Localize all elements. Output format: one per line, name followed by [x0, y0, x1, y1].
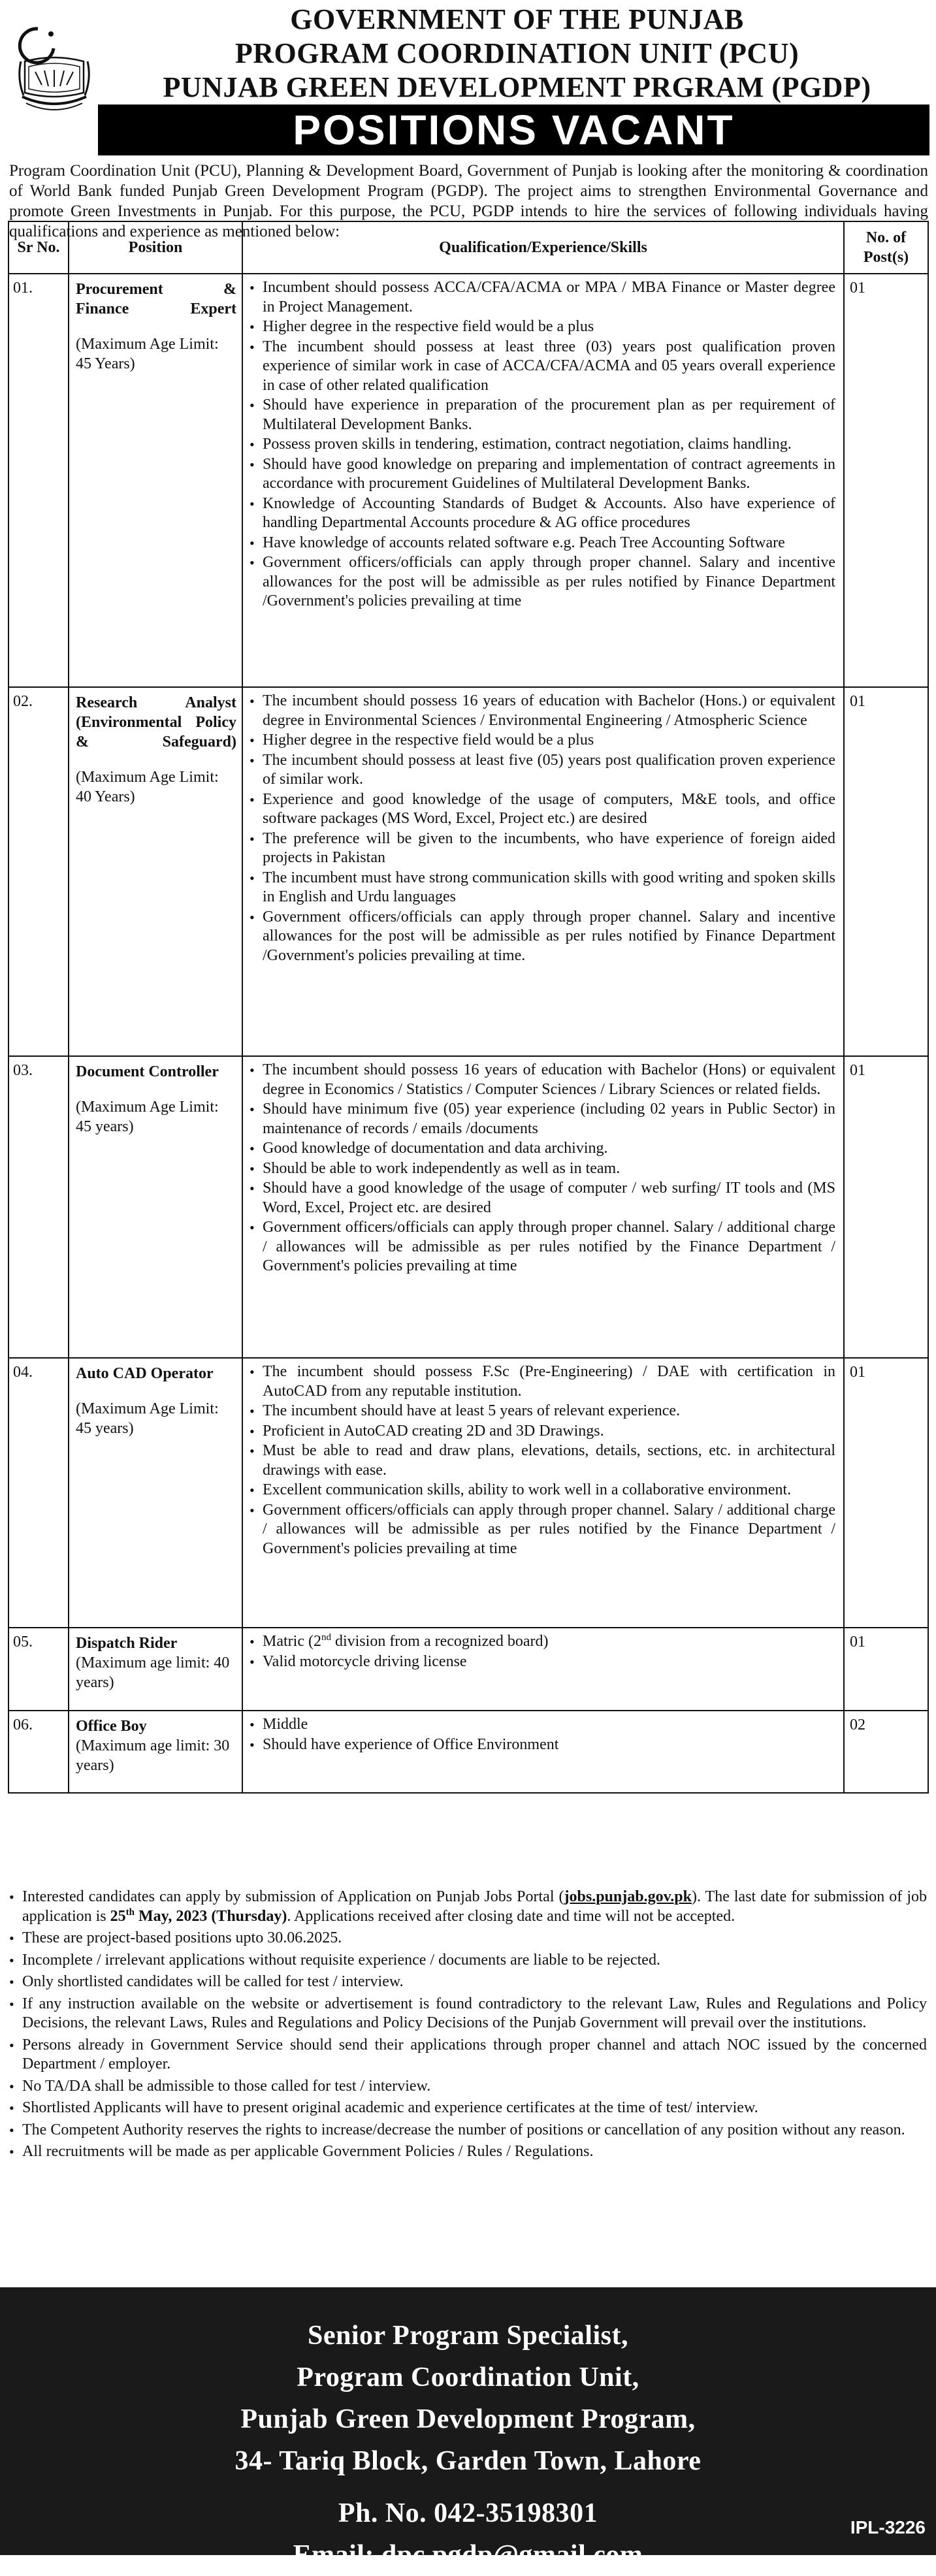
list-item: • Should have experience of Office Environment: [250, 1735, 835, 1755]
header-pcu: PROGRAM COORDINATION UNIT (PCU): [234, 37, 799, 69]
age-limit: (Maximum age limit: 30 years): [76, 1737, 230, 1774]
intro-paragraph: Program Coordination Unit (PCU), Planning & Development Board, Government of Punjab is looking after the monitoring & coordination of World Bank funded Punjab Green Development Program (PGDP). The project aims to strengthen Environmental Governance and promote Green Investments in Punjab. For this purpose, the PCU, PGDP intends to hire the services of following individuals having qualifications and experience as mentioned below:: [9, 162, 928, 240]
sr-cell: 03.: [8, 1056, 69, 1358]
list-item: • Valid motorcycle driving license: [250, 1652, 835, 1672]
ad-code: IPL-3226: [850, 2517, 926, 2537]
table-row: [8, 1711, 928, 1793]
list-item: • Incumbent should possess ACCA/CFA/ACMA or MPA / MBA Finance or Master degree in Project Management.: [250, 278, 835, 317]
position-cell: [69, 687, 242, 1056]
age-limit: (Maximum age limit: 40 years): [76, 1654, 230, 1691]
list-item: • Excellent communication skills, ability to work well in a collaborative environment.: [250, 1481, 835, 1500]
list-item: • Higher degree in the respective field would be a plus: [250, 317, 835, 337]
list-item: • Shortlisted Applicants will have to present original academic and experience certificates at the time of test/ interview.: [5, 2099, 927, 2118]
list-item: • The incumbent should have at least 5 years of relevant experience.: [250, 1402, 835, 1421]
age-limit: (Maximum Age Limit: 45 years): [76, 1099, 219, 1135]
contact-email[interactable]: Email: dpc.pgdp@gmail.com: [293, 2540, 643, 2570]
contact-designation: Senior Program Specialist,: [308, 2321, 628, 2351]
list-item: • Experience and good knowledge of the usage of computers, M&E tools, and office software packages (MS Word, Excel, Project etc.) are desired: [250, 790, 835, 829]
contact-phone: Ph. No. 042-35198301: [338, 2498, 598, 2528]
list-item: • Should have experience in preparation of the procurement plan as per requirement of Multilateral Development Banks.: [250, 396, 835, 434]
contact-address: 34- Tariq Block, Garden Town, Lahore: [234, 2446, 702, 2476]
list-item: • The incumbent must have strong communication skills with good writing and spoken skills in English and Urdu languages: [250, 869, 835, 907]
sr-cell: 04.: [8, 1358, 69, 1628]
list-item: • Incomplete / irrelevant applications without requisite experience / documents are liable to be rejected.: [5, 1951, 927, 1971]
posts-cell: 01: [844, 687, 928, 1056]
list-item: • The incumbent should possess at least three (03) years post qualification proven experience of similar work in case of ACCA/CFA/ACMA and 05 years overall experience in case of other related qualification: [250, 338, 835, 396]
table-row: [8, 687, 928, 1056]
position-title: Office Boy: [76, 1718, 147, 1735]
list-item: • If any instruction available on the website or advertisement is found contradictory to the relevant Law, Rules and Regulations and Policy Decisions, the relevant Laws, Rules and Regulations and Policy Decisions of the Punjab Government will prevail over the institutions.: [5, 1995, 927, 2033]
instructions-list: [5, 1888, 927, 2165]
position-title: Research Analyst (Environmental Policy & Safeguard): [76, 694, 236, 750]
list-item: • Have knowledge of accounts related software e.g. Peach Tree Accounting Software: [250, 534, 835, 553]
list-item: • The incumbent should possess 16 years of education with Bachelor (Hons) or equivalent degree in Economics / Statistics / Computer Sciences / Library Sciences or related fields.: [250, 1061, 835, 1099]
list-item: • Should have minimum five (05) year experience (including 02 years in Public Sector) in maintenance of records / emails /documents: [250, 1100, 835, 1138]
list-item: [250, 1632, 835, 1652]
position-title: Document Controller: [76, 1063, 219, 1080]
table-row: [8, 1628, 928, 1711]
position-title: Auto CAD Operator: [76, 1365, 214, 1382]
list-item: • Persons already in Government Service should send their applications through proper channel and attach NOC issued by the concerned Department / employer.: [5, 2036, 927, 2074]
list-item: • The Competent Authority reserves the rights to increase/decrease the number of positions or cancellation of any position without any reason.: [5, 2121, 927, 2140]
list-item: • The incumbent should possess F.Sc (Pre-Engineering) / DAE with certification in AutoCAD from any reputable institution.: [250, 1362, 835, 1401]
contact-unit: Program Coordination Unit,: [297, 2362, 639, 2392]
list-item: • The incumbent should possess 16 years of education with Bachelor (Hons.) or equivalent degree in Environmental Sciences / Environmental Engineering / Atmospheric Science: [250, 692, 835, 730]
position-title: Dispatch Rider: [76, 1635, 178, 1652]
position-cell: [69, 1711, 242, 1793]
list-item: • Should have good knowledge on preparing and implementation of contract agreements in accordance with procurement Guidelines of Multilateral Development Banks.: [250, 455, 835, 494]
col-header-qualification: Qualification/Experience/Skills: [242, 221, 844, 274]
age-limit: (Maximum Age Limit: 40 Years): [76, 769, 219, 805]
qualification-cell: [242, 1358, 844, 1628]
list-item: • Government officers/officials can apply through proper channel. Salary and incentive allowances for the post will be admissible as per rules notified by Finance Department /Government's policies prevailing at time: [250, 553, 835, 611]
list-item: • All recruitments will be made as per applicable Government Policies / Rules / Regulations.: [5, 2142, 927, 2162]
col-header-posts: No. of Post(s): [844, 221, 928, 274]
list-item: • Higher degree in the respective field would be a plus: [250, 731, 835, 750]
qualification-cell: [242, 1711, 844, 1793]
table-row: [8, 1056, 928, 1358]
sr-cell: 01.: [8, 274, 69, 687]
deadline-date: May, 2023 (Thursday): [134, 1907, 287, 1925]
matric-text-rest: division from a recognized board): [331, 1633, 549, 1650]
qualification-cell: [242, 687, 844, 1056]
posts-cell: 01: [844, 1056, 928, 1358]
table-header-row: [8, 221, 928, 274]
header-pgdp: PUNJAB GREEN DEVELOPMENT PRGRAM (PGDP): [163, 71, 871, 103]
note-text: . Applications received after closing date and time will not be accepted.: [287, 1907, 735, 1925]
position-cell: [69, 1628, 242, 1711]
matric-superscript: nd: [321, 1632, 331, 1643]
sr-cell: 06.: [8, 1711, 69, 1793]
list-item: • Government officers/officials can apply through proper channel. Salary / additional charge / allowances will be admissible as per rules notified by the Finance Department / Government's policies prevailing at time: [250, 1218, 835, 1276]
position-cell: [69, 1056, 242, 1358]
list-item: • The preference will be given to the incumbents, who have experience of foreign aided projects in Pakistan: [250, 829, 835, 868]
sr-cell: 05.: [8, 1628, 69, 1711]
jobs-portal-link[interactable]: jobs.punjab.gov.pk: [564, 1888, 692, 1905]
qualification-cell: [242, 274, 844, 687]
list-item: • These are project-based positions upto 30.06.2025.: [5, 1929, 927, 1948]
list-item: • Government officers/officials can apply through proper channel. Salary and incentive allowances for the post will be admissible as per rules notified by Finance Department /Government's policies prevailing at time.: [250, 908, 835, 966]
position-title: Procurement & Finance Expert: [76, 281, 236, 317]
list-item: • Should have a good knowledge of the usage of computer / web surfing/ IT tools and (MS Word, Excel, Project etc. are desired: [250, 1179, 835, 1217]
contact-footer: [0, 2287, 936, 2570]
contact-program: Punjab Green Development Program,: [240, 2404, 696, 2434]
deadline-superscript: th: [125, 1907, 135, 1918]
posts-cell: 01: [844, 274, 928, 687]
list-item: • Good knowledge of documentation and data archiving.: [250, 1139, 835, 1159]
posts-cell: 01: [844, 1628, 928, 1711]
table-row: [8, 274, 928, 687]
list-item: • Proficient in AutoCAD creating 2D and 3D Drawings.: [250, 1422, 835, 1441]
list-item: [5, 1888, 927, 1926]
age-limit: (Maximum Age Limit: 45 years): [76, 1400, 219, 1437]
list-item: • Must be able to read and draw plans, elevations, details, sections, etc. in architectural drawings with ease.: [250, 1441, 835, 1480]
note-text: Interested candidates can apply by submission of Application on Punjab Jobs Portal (: [22, 1888, 564, 1905]
qualification-cell: [242, 1628, 844, 1711]
positions-table: [8, 221, 929, 1794]
list-item: • No TA/DA shall be admissible to those called for test / interview.: [5, 2077, 927, 2097]
posts-cell: 02: [844, 1711, 928, 1793]
note-text: ). The last date for submission of job application is: [22, 1888, 927, 1925]
list-item: • The incumbent should possess at least five (05) years post qualification proven experience of similar work.: [250, 751, 835, 790]
punjab-government-emblem-icon: [12, 20, 97, 118]
position-cell: [69, 274, 242, 687]
sr-cell: 02.: [8, 687, 69, 1056]
col-header-position: Position: [69, 221, 242, 274]
list-item: • Only shortlisted candidates will be called for test / interview.: [5, 1972, 927, 1992]
age-limit: (Maximum Age Limit: 45 Years): [76, 336, 219, 372]
positions-vacant-banner: POSITIONS VACANT: [98, 105, 929, 155]
header-government: GOVERNMENT OF THE PUNJAB: [290, 3, 744, 35]
col-header-sr: Sr No.: [8, 221, 69, 274]
list-item: • Should be able to work independently as well as in team.: [250, 1159, 835, 1179]
list-item: • Knowledge of Accounting Standards of Budget & Accounts. Also have experience of handling Departmental Accounts procedure & AG office procedures: [250, 494, 835, 533]
list-item: • Middle: [250, 1715, 835, 1735]
list-item: • Possess proven skills in tendering, estimation, contract negotiation, claims handling.: [250, 435, 835, 455]
list-item: • Government officers/officials can apply through proper channel. Salary / additional charge / allowances will be admissible as per rules notified by the Finance Department / Government's policies prevailing at time: [250, 1501, 835, 1559]
table-row: [8, 1358, 928, 1628]
deadline-day: 25: [110, 1907, 126, 1925]
qualification-cell: [242, 1056, 844, 1358]
posts-cell: 01: [844, 1358, 928, 1628]
position-cell: [69, 1358, 242, 1628]
matric-text: Matric (2: [263, 1633, 321, 1650]
